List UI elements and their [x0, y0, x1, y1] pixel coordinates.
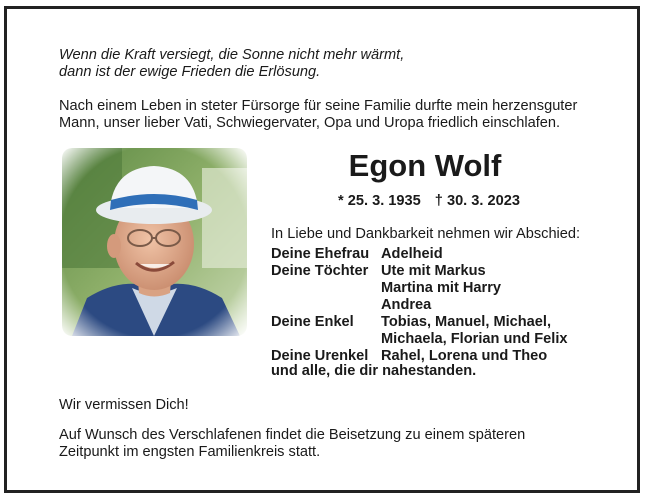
family-role: Deine Enkel: [271, 314, 354, 330]
family-members: Rahel, Lorena und Theo: [381, 348, 548, 364]
family-members: Tobias, Manuel, Michael,: [381, 314, 552, 330]
family-list: [271, 246, 568, 365]
family-members: Ute mit Markus: [381, 263, 486, 279]
life-dates: [338, 193, 520, 210]
family-role: Deine Töchter: [271, 263, 369, 279]
family-role: Deine Ehefrau: [271, 246, 370, 262]
family-row: [271, 297, 568, 314]
family-role: [271, 297, 381, 314]
intro-text: Nach einem Leben in steter Fürsorge für seine Familie durfte mein herzensguter Mann, unser lieber Vati, Schwiegervater, Opa und Uropa friedlich einschlafen.: [59, 98, 578, 131]
death-date: † 30. 3. 2023: [434, 193, 520, 209]
family-row: [271, 331, 568, 348]
family-row: [271, 280, 568, 297]
portrait-photo: [62, 148, 247, 336]
deceased-name: Egon Wolf: [348, 148, 502, 183]
birth-date: * 25. 3. 1935: [338, 193, 421, 209]
family-row: [271, 246, 568, 263]
family-role: [271, 331, 381, 348]
closing-family-line: und alle, die dir nahestanden.: [271, 363, 477, 379]
family-row: [271, 263, 568, 280]
funeral-notice: Auf Wunsch des Verschlafenen findet die Beisetzung zu einem späteren Zeitpunkt im engsten Familienkreis statt.: [59, 427, 526, 460]
family-members: Michaela, Florian und Felix: [381, 331, 568, 347]
family-members: Andrea: [381, 297, 432, 313]
motto-quote: Wenn die Kraft versiegt, die Sonne nicht mehr wärmt, dann ist der ewige Frieden die Erlösung.: [59, 47, 405, 80]
family-members: Martina mit Harry: [381, 280, 502, 296]
farewell-line: In Liebe und Dankbarkeit nehmen wir Abschied:: [271, 226, 581, 242]
family-role: Deine Urenkel: [271, 348, 369, 364]
portrait-illustration: [62, 148, 247, 336]
miss-you-line: Wir vermissen Dich!: [59, 397, 189, 413]
family-row: [271, 314, 568, 331]
family-role: [271, 280, 381, 297]
family-members: Adelheid: [381, 246, 443, 262]
